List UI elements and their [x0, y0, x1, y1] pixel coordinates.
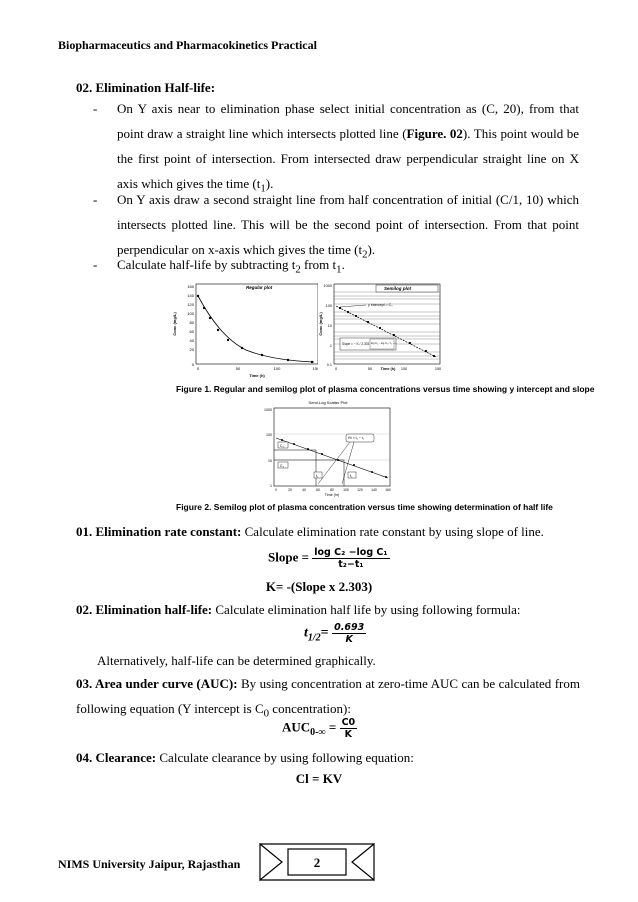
semilog-plot-ylabel: Conc (mg/L): [318, 312, 323, 336]
xtick: 150: [434, 367, 442, 371]
subscript: 1: [260, 182, 266, 195]
regular-plot-xlabel: Time (h): [249, 373, 265, 378]
badge-left-arrow: [260, 844, 282, 880]
slope-fraction: [312, 547, 389, 570]
plot-frame: [274, 408, 390, 486]
figure-2-title: Semi-Log Scatter Plot: [308, 400, 348, 405]
bullet-1-text: On Y axis near to elimination phase select initial concentration as (C, 20), from that point draw a straight line which intersects plotted line (: [117, 101, 579, 141]
left-yticks: [187, 284, 194, 367]
c1-label: C₁: [280, 444, 284, 448]
figure-2-yticks: [264, 408, 272, 488]
auc-subscript: 0-∞: [310, 727, 326, 739]
k-formula: K= -(Slope x 2.303): [265, 579, 373, 594]
t2-label: t₂: [350, 474, 353, 478]
ytick: 1000: [264, 408, 272, 412]
figure-1-semilog-plot: [318, 280, 446, 380]
ytick: 60: [189, 329, 194, 334]
xtick: 120: [357, 488, 363, 492]
ytick: 10: [327, 324, 332, 328]
xtick: 100: [400, 367, 408, 371]
half-life-numerator: 0.693: [334, 622, 365, 633]
slope-formula: [268, 547, 390, 570]
page-number-badge: [258, 840, 376, 884]
bullet-dash: -: [93, 257, 98, 272]
bullet-item-1: [93, 96, 579, 202]
right-yticks: [324, 284, 332, 367]
auc-numerator: C0: [341, 717, 356, 728]
half-life-line: [76, 602, 520, 618]
plot-frame: [196, 284, 318, 364]
slope-formula: log C₁ − log C₂ / t₁ − t₂: [371, 342, 397, 345]
ytick: 140: [187, 293, 194, 298]
bullet-item-3: [93, 252, 579, 283]
half-life-formula: [304, 622, 366, 645]
xtick: 80: [330, 488, 334, 492]
xtick: 40: [302, 488, 306, 492]
ytick: 1000: [323, 284, 332, 288]
section-heading-elimination-half-life: 02. Elimination Half-life:: [76, 80, 216, 95]
bullet-dash: -: [93, 192, 98, 207]
bullet-2-text: On Y axis draw a second straight line from half concentration of initial (C/1, 10) which intersects plotted line. This will be the second point of intersection. From that point perpendicular on x-axis which gives the time (t: [117, 192, 579, 257]
clearance-text: Calculate clearance by using following equation:: [156, 750, 414, 765]
ytick: 100: [266, 433, 272, 437]
thalf-label: t½ = t₂ − t₁: [348, 436, 364, 440]
intercept-label: y intercept = C₀: [368, 303, 393, 307]
xtick: 100: [343, 488, 349, 492]
half-life-denominator: K: [345, 634, 353, 645]
semilog-plot-xlabel: Time (h): [380, 367, 396, 371]
page-number: 2: [313, 855, 321, 870]
auc-text: By using concentration at zero-time AUC can be calculated from following equation (Y intercept is C: [76, 676, 580, 716]
ytick: 0: [191, 362, 194, 367]
ytick: 80: [189, 320, 194, 325]
subscript: 2: [295, 263, 301, 276]
ytick: 0.1: [326, 363, 332, 367]
slope-label: Slope = − K / 2.303: [342, 342, 370, 346]
equals-sign: =: [325, 719, 337, 735]
xtick: 0: [196, 366, 200, 371]
subscript: 2: [362, 248, 368, 261]
slope-numerator: log C₂ −log C₁: [314, 547, 388, 558]
ytick: 10: [268, 459, 272, 463]
figure-1-caption: Figure 1. Regular and semilog plot of plasma concentrations versus time showing y intercept and slope: [176, 384, 595, 394]
bullet-1-end: ).: [265, 176, 274, 191]
auc-heading: 03. Area under curve (AUC):: [76, 676, 238, 691]
regular-plot-title: Regular plot: [246, 285, 273, 290]
bullet-3-text: Calculate half-life by subtracting t: [117, 257, 296, 272]
bullet-3-mid: from t: [300, 257, 337, 272]
xtick: 160: [385, 488, 391, 492]
ytick: 160: [187, 284, 194, 289]
ytick: 1: [270, 484, 272, 488]
auc-formula: [282, 717, 357, 740]
xtick: 140: [371, 488, 377, 492]
rate-constant-text: Calculate elimination rate constant by using slope of line.: [241, 524, 544, 539]
subscript: 0: [263, 707, 270, 720]
xtick: 150: [312, 366, 320, 371]
semilog-plot-title: Semilog plot: [384, 286, 411, 291]
equals-sign: =: [320, 625, 329, 641]
ytick: 100: [187, 311, 194, 316]
figure-1-regular-plot: [166, 280, 326, 380]
badge-right-arrow: [352, 844, 374, 880]
xtick: 0: [275, 488, 277, 492]
figure-2-caption: Figure 2. Semilog plot of plasma concentration versus time showing determination of half life: [176, 502, 553, 512]
clearance-line: [76, 750, 414, 766]
half-life-fraction: [332, 622, 366, 645]
slope-label: Slope =: [268, 549, 309, 565]
footer-institution: NIMS University Jaipur, Rajasthan: [58, 857, 241, 871]
running-header: Biopharmaceutics and Pharmacokinetics Practical: [58, 38, 317, 52]
figure-2-semilog-half-life: [254, 398, 396, 498]
clearance-formula: Cl = KV: [295, 771, 343, 786]
bullet-2-end: ).: [367, 242, 376, 257]
subscript: 1: [336, 263, 342, 276]
ytick: 1: [329, 344, 332, 348]
half-life-symbol: t: [304, 625, 308, 641]
ytick: 100: [325, 304, 332, 308]
alternative-text: Alternatively, half-life can be determined graphically.: [97, 653, 376, 668]
xtick: 50: [367, 367, 373, 371]
slope-denominator: t₂−t₁: [338, 559, 364, 570]
xtick: 20: [288, 488, 292, 492]
t1-label: t₁: [316, 474, 319, 478]
auc-denominator: K: [344, 729, 353, 740]
c2-label: C₂: [280, 464, 284, 468]
ytick: 20: [189, 347, 194, 352]
auc-fraction: [340, 717, 358, 740]
xtick: 50: [235, 366, 241, 371]
bullet-3-end: .: [341, 257, 345, 272]
figure-reference: Figure. 02: [406, 126, 463, 141]
bullet-dash: -: [93, 101, 98, 116]
clearance-heading: 04. Clearance:: [76, 750, 157, 765]
half-life-text: Calculate elimination half life by using following formula:: [212, 602, 521, 617]
figure-2-xlabel: Time (hr): [324, 493, 340, 497]
xtick: 0: [334, 367, 338, 371]
bullet-1-text-cont: ). This point would be the first point of intersection. From intersected draw perpendicular straight line on X axis which gives the time (t: [117, 126, 579, 191]
xtick: 100: [273, 366, 281, 371]
rate-constant-line: [76, 524, 544, 540]
half-life-heading: 02. Elimination half-life:: [76, 602, 213, 617]
half-life-subscript: 1/2: [307, 632, 321, 644]
figure-2-xticks: [275, 488, 391, 492]
auc-text-end: concentration):: [269, 701, 351, 716]
left-xticks: [197, 366, 320, 371]
xtick: 60: [316, 488, 320, 492]
regular-plot-ylabel: Conc (mg/L): [172, 312, 177, 336]
auc-symbol: AUC: [282, 719, 311, 735]
ytick: 120: [187, 302, 194, 307]
ytick: 40: [189, 338, 194, 343]
rate-constant-heading: 01. Elimination rate constant:: [76, 524, 242, 539]
